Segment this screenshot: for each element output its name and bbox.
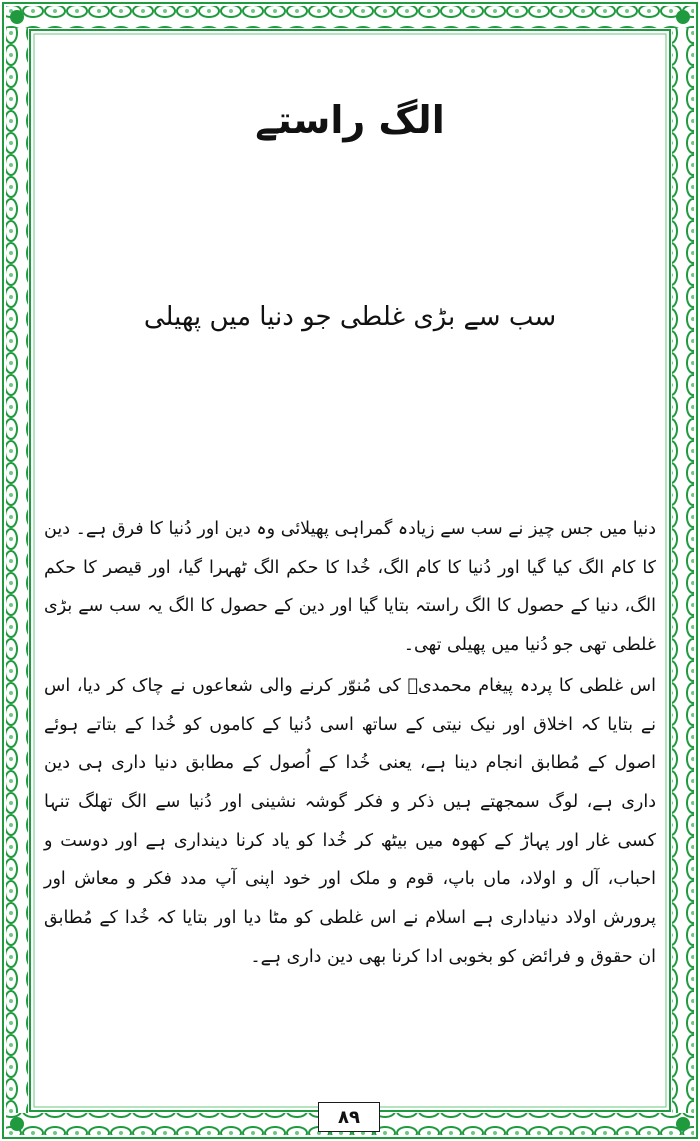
section-heading: سب سے بڑی غلطی جو دنیا میں پھیلی	[143, 302, 557, 332]
page-number	[318, 1102, 380, 1132]
body-text	[44, 510, 656, 976]
page-title: الگ راستے	[255, 98, 445, 142]
paragraph-1: دنیا میں جس چیز نے سب سے زیادہ گمراہی پھیلائی وہ دین اور دُنیا کا فرق ہے۔ دین کا کام الگ کیا گیا اور دُنیا کا کام الگ، خُدا کا حکم الگ ٹھہرا گیا، اور قیصر کا حکم الگ، دنیا کے حصول کا الگ راستہ بتایا گیا اور دین کے حصول کا الگ یہ سب سے بڑی غلطی تھی جو دُنیا میں پھیلی تھی۔	[44, 519, 656, 656]
paragraph-2: اس غلطی کا پردہ پیغام محمدیؐ کی مُنوّر کرنے والی شعاعوں نے چاک کر دیا، اس نے بتایا کہ اخلاق اور نیک نیتی کے ساتھ اسی دُنیا کے کاموں کو خُدا کے بتاتے ہوئے اصول کے مُطابق انجام دینا ہے، یعنی خُدا کے اُصول کے مطابق دنیا داری ہی دین داری ہے، لوگ سمجھتے ہیں ذکر و فکر گوشہ نشینی اور دُنیا سے الگ تھلگ تنہا کسی غار اور پہاڑ کے کھوہ میں بیٹھ کر خُدا کو یاد کرنا دینداری ہے اور دوست و احباب، آل و اولاد، ماں باپ، قوم و ملک اور خود اپنی آپ مدد فکر و معاش اور پرورش اولاد دنیاداری ہے اسلام نے اس غلطی کو مٹا دیا اور بتایا کہ خُدا کے مُطابق ان حقوق و فرائض کو بخوبی ادا کرنا بھی دین داری ہے۔	[44, 675, 656, 967]
page-content	[44, 40, 656, 1100]
page-number-text: ۸۹	[338, 1106, 360, 1128]
